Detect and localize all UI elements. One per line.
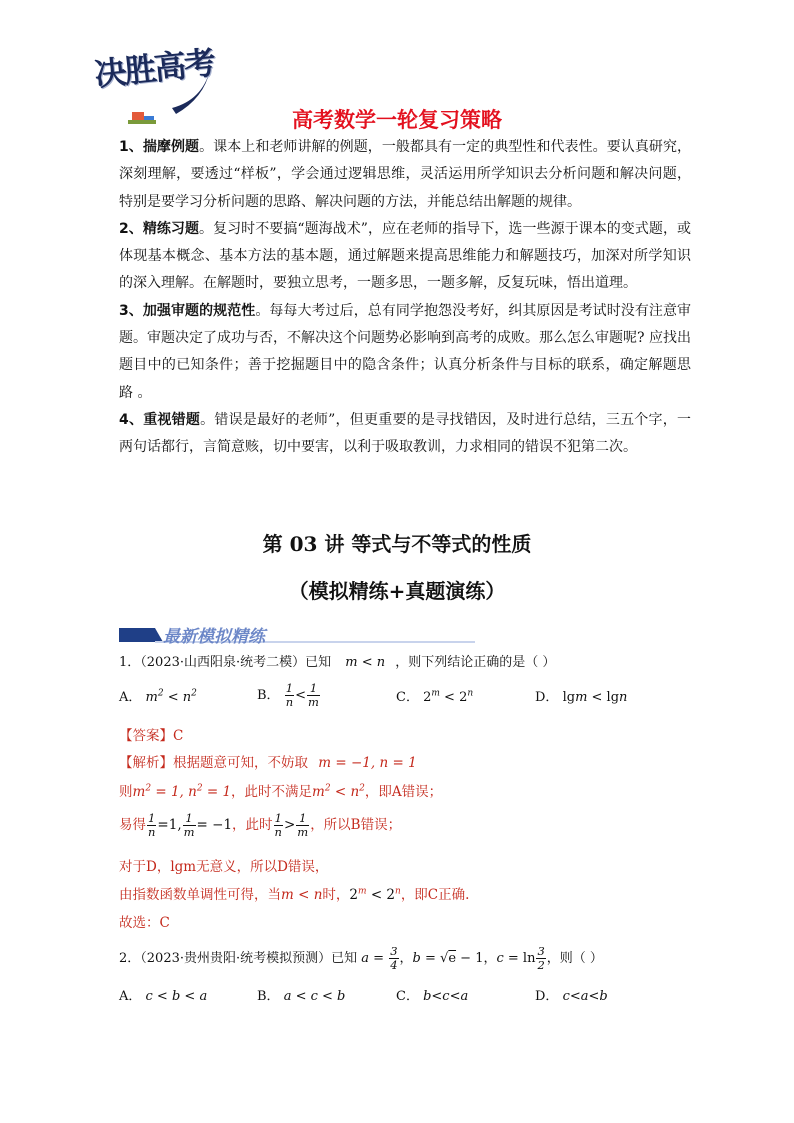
option-letter: B． <box>257 989 280 1004</box>
question-text: 1．（2023·山西阳泉·统考二模）已知 <box>119 655 332 670</box>
analysis-line-4: 对于D，lgm无意义，所以D错误， <box>119 859 329 875</box>
analysis-text: 由指数函数单调性可得，当 <box>119 887 281 903</box>
strategy-head: 2、精练习题 <box>119 220 200 237</box>
option-a[interactable]: A． $m^2 < n^2$ <box>119 688 197 705</box>
strategy-item <box>119 134 691 216</box>
logo-text: 决胜高考 <box>92 43 216 94</box>
analysis-text: 易得 <box>119 817 146 833</box>
question-text: 2．（2023·贵州贵阳·统考模拟预测）已知 <box>119 951 358 966</box>
analysis-text: ，所以B错误； <box>310 817 402 833</box>
option-a[interactable]: A． c < b < a <box>119 989 208 1004</box>
strategy-head: 4、重视错题 <box>119 411 201 428</box>
strategy-body: 。复习时不要搞“题海战术”，应在老师的指导下，选一些源于课本的变式题，或体现基本概念、基本方法的基本题，通过解题来提高思维能力和解题技巧，加深对所学知识的深入理解。在解题时，要独立思考，一题多思，一题多解，反复玩味，悟出道理。 <box>119 220 691 292</box>
analysis-text: ，即C正确. <box>400 887 470 903</box>
question-text: ，则（ ） <box>546 951 603 966</box>
question-1-options <box>119 682 679 712</box>
strategy-item <box>119 407 691 462</box>
strategy-list <box>119 134 691 462</box>
option-letter: D． <box>535 690 559 705</box>
lecture-subtitle: （模拟精练+真题演练） <box>288 579 506 603</box>
analysis-text: 【解析】根据题意可知，不妨取 <box>119 755 308 771</box>
option-letter: B． <box>257 688 280 703</box>
main-title: 高考数学一轮复习策略 <box>292 108 502 132</box>
option-letter: D． <box>535 989 559 1004</box>
strategy-head: 3、加强审题的规范性 <box>119 302 256 319</box>
analysis-line-3: 易得 $\frac{1}{n}$ =1, $\frac{1}{m}$ = −1，此时 $\frac{1}{n}$ > $\frac{1}{m}$ ，所以B错误； <box>119 811 402 839</box>
conclusion-line: 故选：C <box>119 915 170 931</box>
strategy-body: 。每每大考过后，总有同学抱怨没考好，纠其原因是考试时没有注意审题。审题决定了成功与否，不解决这个问题势必影响到高考的成败。那么怎么审题呢? 应找出题目中的已知条件；善于挖掘题目中的隐含条件；认真分析条件与目标的联系，确定解题思路 。 <box>119 302 691 401</box>
option-letter: C． <box>396 690 419 705</box>
option-d[interactable]: D． lgm < lgn <box>535 690 628 705</box>
option-b[interactable]: B． a < c < b <box>257 989 346 1004</box>
strategy-item <box>119 298 691 407</box>
strategy-body: 。错误是最好的老师”，但更重要的是寻找错因，及时进行总结，三五个字，一两句话都行，言简意赅，切中要害，以利于吸取教训，力求相同的错误不犯第二次。 <box>119 411 691 456</box>
question-2-stem: 2．（2023·贵州贵阳·统考模拟预测）已知 a = $\frac{3}{4}$ ，b = √e − 1，c = ln $\frac{3}{2}$ ，则（ ） <box>119 944 603 972</box>
analysis-text: ，即A错误； <box>364 784 443 800</box>
analysis-text: ，此时不满足 <box>231 784 313 800</box>
option-letter: A． <box>119 690 142 705</box>
analysis-line-1 <box>119 751 417 771</box>
option-letter: C． <box>396 989 419 1004</box>
strategy-body: 。课本上和老师讲解的例题，一般都具有一定的典型性和代表性。要认真研究，深刻理解，要透过“样板”，学会通过逻辑思维，灵活运用所学知识去分析问题和解决问题，特别是要学习分析问题的思路、解决问题的方法，并能总结出解题的规律。 <box>119 139 692 210</box>
strategy-item <box>119 216 691 298</box>
question-text: ，则下列结论正确的是（ ） <box>395 655 556 670</box>
math-expr: m = −1, n = 1 <box>318 755 417 771</box>
analysis-text: 则 <box>119 784 133 800</box>
analysis-line-2: 则$m^2 = 1$, $n^2 = 1$，此时不满足$m^2 < n^2$，即A错误； <box>119 783 443 800</box>
analysis-text: 时， <box>322 887 350 903</box>
lecture-title: 第 03 讲 等式与不等式的性质 <box>262 532 532 556</box>
option-d[interactable]: D． c<a<b <box>535 989 608 1004</box>
option-b[interactable]: B． $\frac{1}{n}$ < $\frac{1}{m}$ <box>257 681 319 709</box>
option-c[interactable]: C． b<c<a <box>396 989 469 1004</box>
option-letter: A． <box>119 989 142 1004</box>
strategy-head: 1、揣摩例题 <box>119 139 200 155</box>
math-expr: m < n <box>345 655 386 670</box>
question-1-stem <box>119 651 555 670</box>
analysis-text: ，此时 <box>232 817 273 833</box>
option-c[interactable]: C． $2^m < 2^n$ <box>396 688 474 705</box>
question-2-options <box>119 985 679 1005</box>
section-label: 最新模拟精练 <box>163 627 265 647</box>
analysis-line-5: 由指数函数单调性可得，当m < n时，$2^m < 2^n$，即C正确. <box>119 886 470 903</box>
answer-line: 【答案】C <box>119 728 184 744</box>
